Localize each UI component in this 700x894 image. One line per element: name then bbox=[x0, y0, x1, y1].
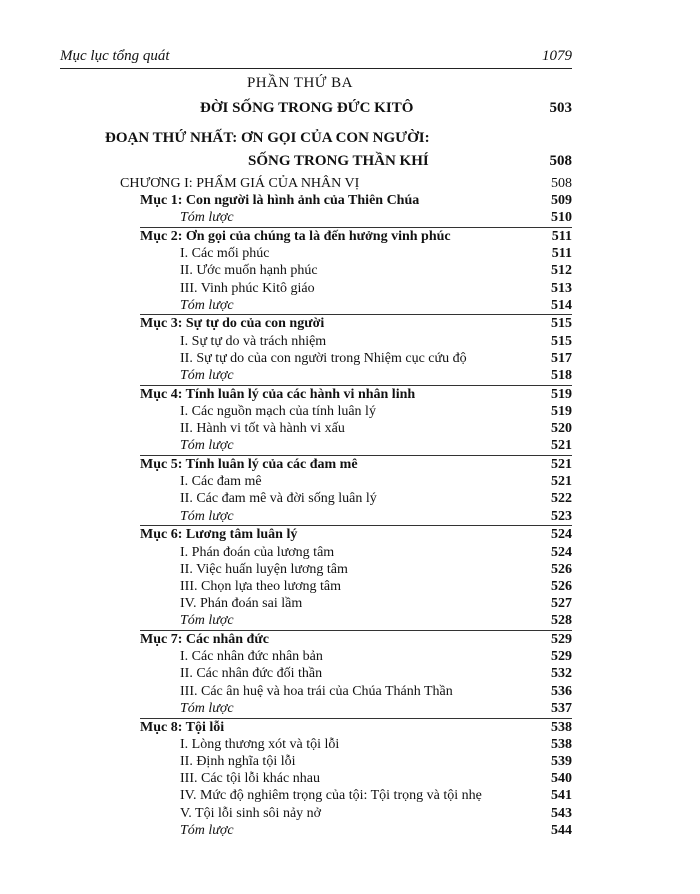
section-page: 508 bbox=[549, 153, 572, 169]
summary-title: Tóm lược bbox=[180, 508, 234, 524]
article-title: Mục 4: Tính luân lý của các hành vi nhân linh bbox=[140, 386, 416, 402]
subsection-title: II. Hành vi tốt và hành vi xấu bbox=[180, 421, 345, 437]
section-title-line1: ĐOẠN THỨ NHẤT: ƠN GỌI CỦA CON NGƯỜI: bbox=[105, 130, 430, 146]
article-title: Mục 6: Lương tâm luân lý bbox=[140, 527, 298, 543]
summary-row bbox=[180, 822, 572, 840]
article-row bbox=[140, 631, 572, 649]
subsection-row bbox=[180, 805, 572, 823]
article-row bbox=[140, 192, 572, 210]
article-page: 509 bbox=[551, 193, 572, 208]
subsection-title: I. Các mối phúc bbox=[180, 246, 270, 262]
running-header bbox=[60, 46, 572, 69]
subsection-page: 524 bbox=[551, 544, 572, 560]
summary-row bbox=[180, 209, 572, 227]
subsection-row bbox=[180, 245, 572, 263]
subsection-page: 517 bbox=[551, 350, 572, 366]
section-title-row bbox=[248, 151, 572, 171]
summary-title: Tóm lược bbox=[180, 700, 234, 716]
part-title: ĐỜI SỐNG TRONG ĐỨC KITÔ bbox=[200, 100, 414, 116]
article-page: 515 bbox=[551, 316, 572, 332]
subsection-page: 520 bbox=[551, 421, 572, 437]
subsection-title: II. Việc huấn luyện lương tâm bbox=[180, 561, 348, 577]
subsection-page: 511 bbox=[551, 246, 572, 262]
subsection-page: 515 bbox=[551, 333, 572, 349]
subsection-page: 513 bbox=[551, 280, 572, 296]
article-row bbox=[140, 456, 572, 474]
subsection-row bbox=[180, 683, 572, 701]
subsection-page: 526 bbox=[551, 561, 572, 577]
article-page: 538 bbox=[551, 719, 572, 735]
summary-title: Tóm lược bbox=[180, 613, 234, 629]
subsection-title: IV. Mức độ nghiêm trọng của tội: Tội trọng và tội nhẹ bbox=[180, 788, 482, 804]
subsection-page: 541 bbox=[551, 788, 572, 804]
subsection-page: 532 bbox=[551, 666, 572, 682]
article-page: 521 bbox=[551, 457, 572, 472]
subsection-page: 519 bbox=[551, 403, 572, 419]
subsection-row bbox=[180, 753, 572, 771]
chapter-row bbox=[120, 175, 572, 193]
subsection-row bbox=[180, 490, 572, 508]
subsection-row bbox=[180, 420, 572, 438]
article-title: Mục 8: Tội lỗi bbox=[140, 719, 225, 735]
article-title: Mục 5: Tính luân lý của các đam mê bbox=[140, 457, 358, 472]
summary-row bbox=[180, 508, 572, 526]
article-page: 519 bbox=[551, 386, 572, 402]
article-row bbox=[140, 526, 572, 544]
summary-title: Tóm lược bbox=[180, 210, 234, 226]
subsection-row bbox=[180, 595, 572, 613]
summary-row bbox=[180, 700, 572, 718]
subsection-page: 510 bbox=[551, 210, 572, 226]
subsection-page: 538 bbox=[551, 736, 572, 752]
subsection-title: V. Tội lỗi sinh sôi nảy nở bbox=[180, 805, 322, 821]
subsection-row bbox=[180, 665, 572, 683]
summary-row bbox=[180, 367, 572, 385]
subsection-page: 514 bbox=[551, 297, 572, 313]
subsection-page: 527 bbox=[551, 596, 572, 612]
article-row bbox=[140, 228, 572, 246]
subsection-page: 521 bbox=[551, 474, 572, 490]
subsection-page: 537 bbox=[551, 700, 572, 716]
subsection-row bbox=[180, 403, 572, 421]
article-row bbox=[140, 719, 572, 737]
subsection-page: 529 bbox=[551, 649, 572, 665]
subsection-title: I. Sự tự do và trách nhiệm bbox=[180, 333, 327, 349]
subsection-title: III. Các ân huệ và hoa trái của Chúa Thánh Thần bbox=[180, 683, 453, 699]
subsection-page: 539 bbox=[551, 753, 572, 769]
article-page: 529 bbox=[551, 632, 572, 647]
page-number: 1079 bbox=[542, 48, 572, 64]
subsection-row bbox=[180, 736, 572, 754]
subsection-title: II. Sự tự do của con người trong Nhiệm cục cứu độ bbox=[180, 350, 467, 366]
subsection-row bbox=[180, 561, 572, 579]
chapter-page: 508 bbox=[551, 176, 572, 191]
article-page: 524 bbox=[551, 527, 572, 543]
article-title: Mục 1: Con người là hình ảnh của Thiên Chúa bbox=[140, 193, 420, 208]
subsection-row bbox=[180, 473, 572, 491]
subsection-title: II. Các nhân đức đối thần bbox=[180, 666, 323, 682]
subsection-title: I. Các đam mê bbox=[180, 474, 262, 490]
article-page: 511 bbox=[551, 228, 572, 244]
subsection-title: I. Các nhân đức nhân bản bbox=[180, 649, 323, 665]
subsection-title: III. Vinh phúc Kitô giáo bbox=[180, 280, 315, 296]
subsection-row bbox=[180, 770, 572, 788]
subsection-row bbox=[180, 333, 572, 351]
section-title-line2: SỐNG TRONG THẦN KHÍ bbox=[248, 153, 429, 169]
article-row bbox=[140, 315, 572, 333]
chapter-title: CHƯƠNG I: PHẨM GIÁ CỦA NHÂN VỊ bbox=[120, 176, 360, 191]
subsection-title: I. Phán đoán của lương tâm bbox=[180, 544, 335, 560]
article-title: Mục 7: Các nhân đức bbox=[140, 632, 269, 647]
subsection-title: III. Chọn lựa theo lương tâm bbox=[180, 578, 341, 594]
summary-row bbox=[180, 612, 572, 630]
subsection-page: 522 bbox=[551, 491, 572, 507]
summary-title: Tóm lược bbox=[180, 297, 234, 313]
subsection-row bbox=[180, 578, 572, 596]
subsection-page: 523 bbox=[551, 508, 572, 524]
article-title: Mục 2: Ơn gọi của chúng ta là đến hưởng vinh phúc bbox=[140, 228, 451, 244]
summary-title: Tóm lược bbox=[180, 822, 234, 838]
subsection-title: II. Ước muốn hạnh phúc bbox=[180, 263, 318, 279]
subsection-page: 512 bbox=[551, 263, 572, 279]
subsection-page: 540 bbox=[551, 771, 572, 787]
summary-title: Tóm lược bbox=[180, 438, 234, 454]
subsection-title: IV. Phán đoán sai lầm bbox=[180, 596, 303, 612]
subsection-page: 544 bbox=[551, 822, 572, 838]
subsection-page: 518 bbox=[551, 368, 572, 383]
subsection-row bbox=[180, 262, 572, 280]
subsection-page: 543 bbox=[551, 805, 572, 821]
summary-row bbox=[180, 297, 572, 315]
part-page: 503 bbox=[549, 100, 572, 116]
subsection-page: 526 bbox=[551, 578, 572, 594]
subsection-row bbox=[180, 544, 572, 562]
subsection-page: 528 bbox=[551, 613, 572, 629]
subsection-title: III. Các tội lỗi khác nhau bbox=[180, 771, 320, 787]
subsection-page: 521 bbox=[551, 438, 572, 454]
article-row bbox=[140, 386, 572, 404]
part-label: PHẦN THỨ BA bbox=[246, 75, 354, 91]
subsection-title: II. Định nghĩa tội lỗi bbox=[180, 753, 296, 769]
subsection-row bbox=[180, 648, 572, 666]
subsection-row bbox=[180, 350, 572, 368]
article-title: Mục 3: Sự tự do của con người bbox=[140, 316, 325, 332]
subsection-title: II. Các đam mê và đời sống luân lý bbox=[180, 491, 377, 507]
subsection-title: I. Các nguồn mạch của tính luân lý bbox=[180, 403, 376, 419]
subsection-row bbox=[180, 787, 572, 805]
summary-row bbox=[180, 437, 572, 455]
subsection-row bbox=[180, 280, 572, 298]
part-title-row bbox=[200, 98, 572, 118]
subsection-page: 536 bbox=[551, 683, 572, 699]
summary-title: Tóm lược bbox=[180, 368, 234, 383]
header-title: Mục lục tổng quát bbox=[60, 48, 170, 64]
subsection-title: I. Lòng thương xót và tội lỗi bbox=[180, 736, 340, 752]
